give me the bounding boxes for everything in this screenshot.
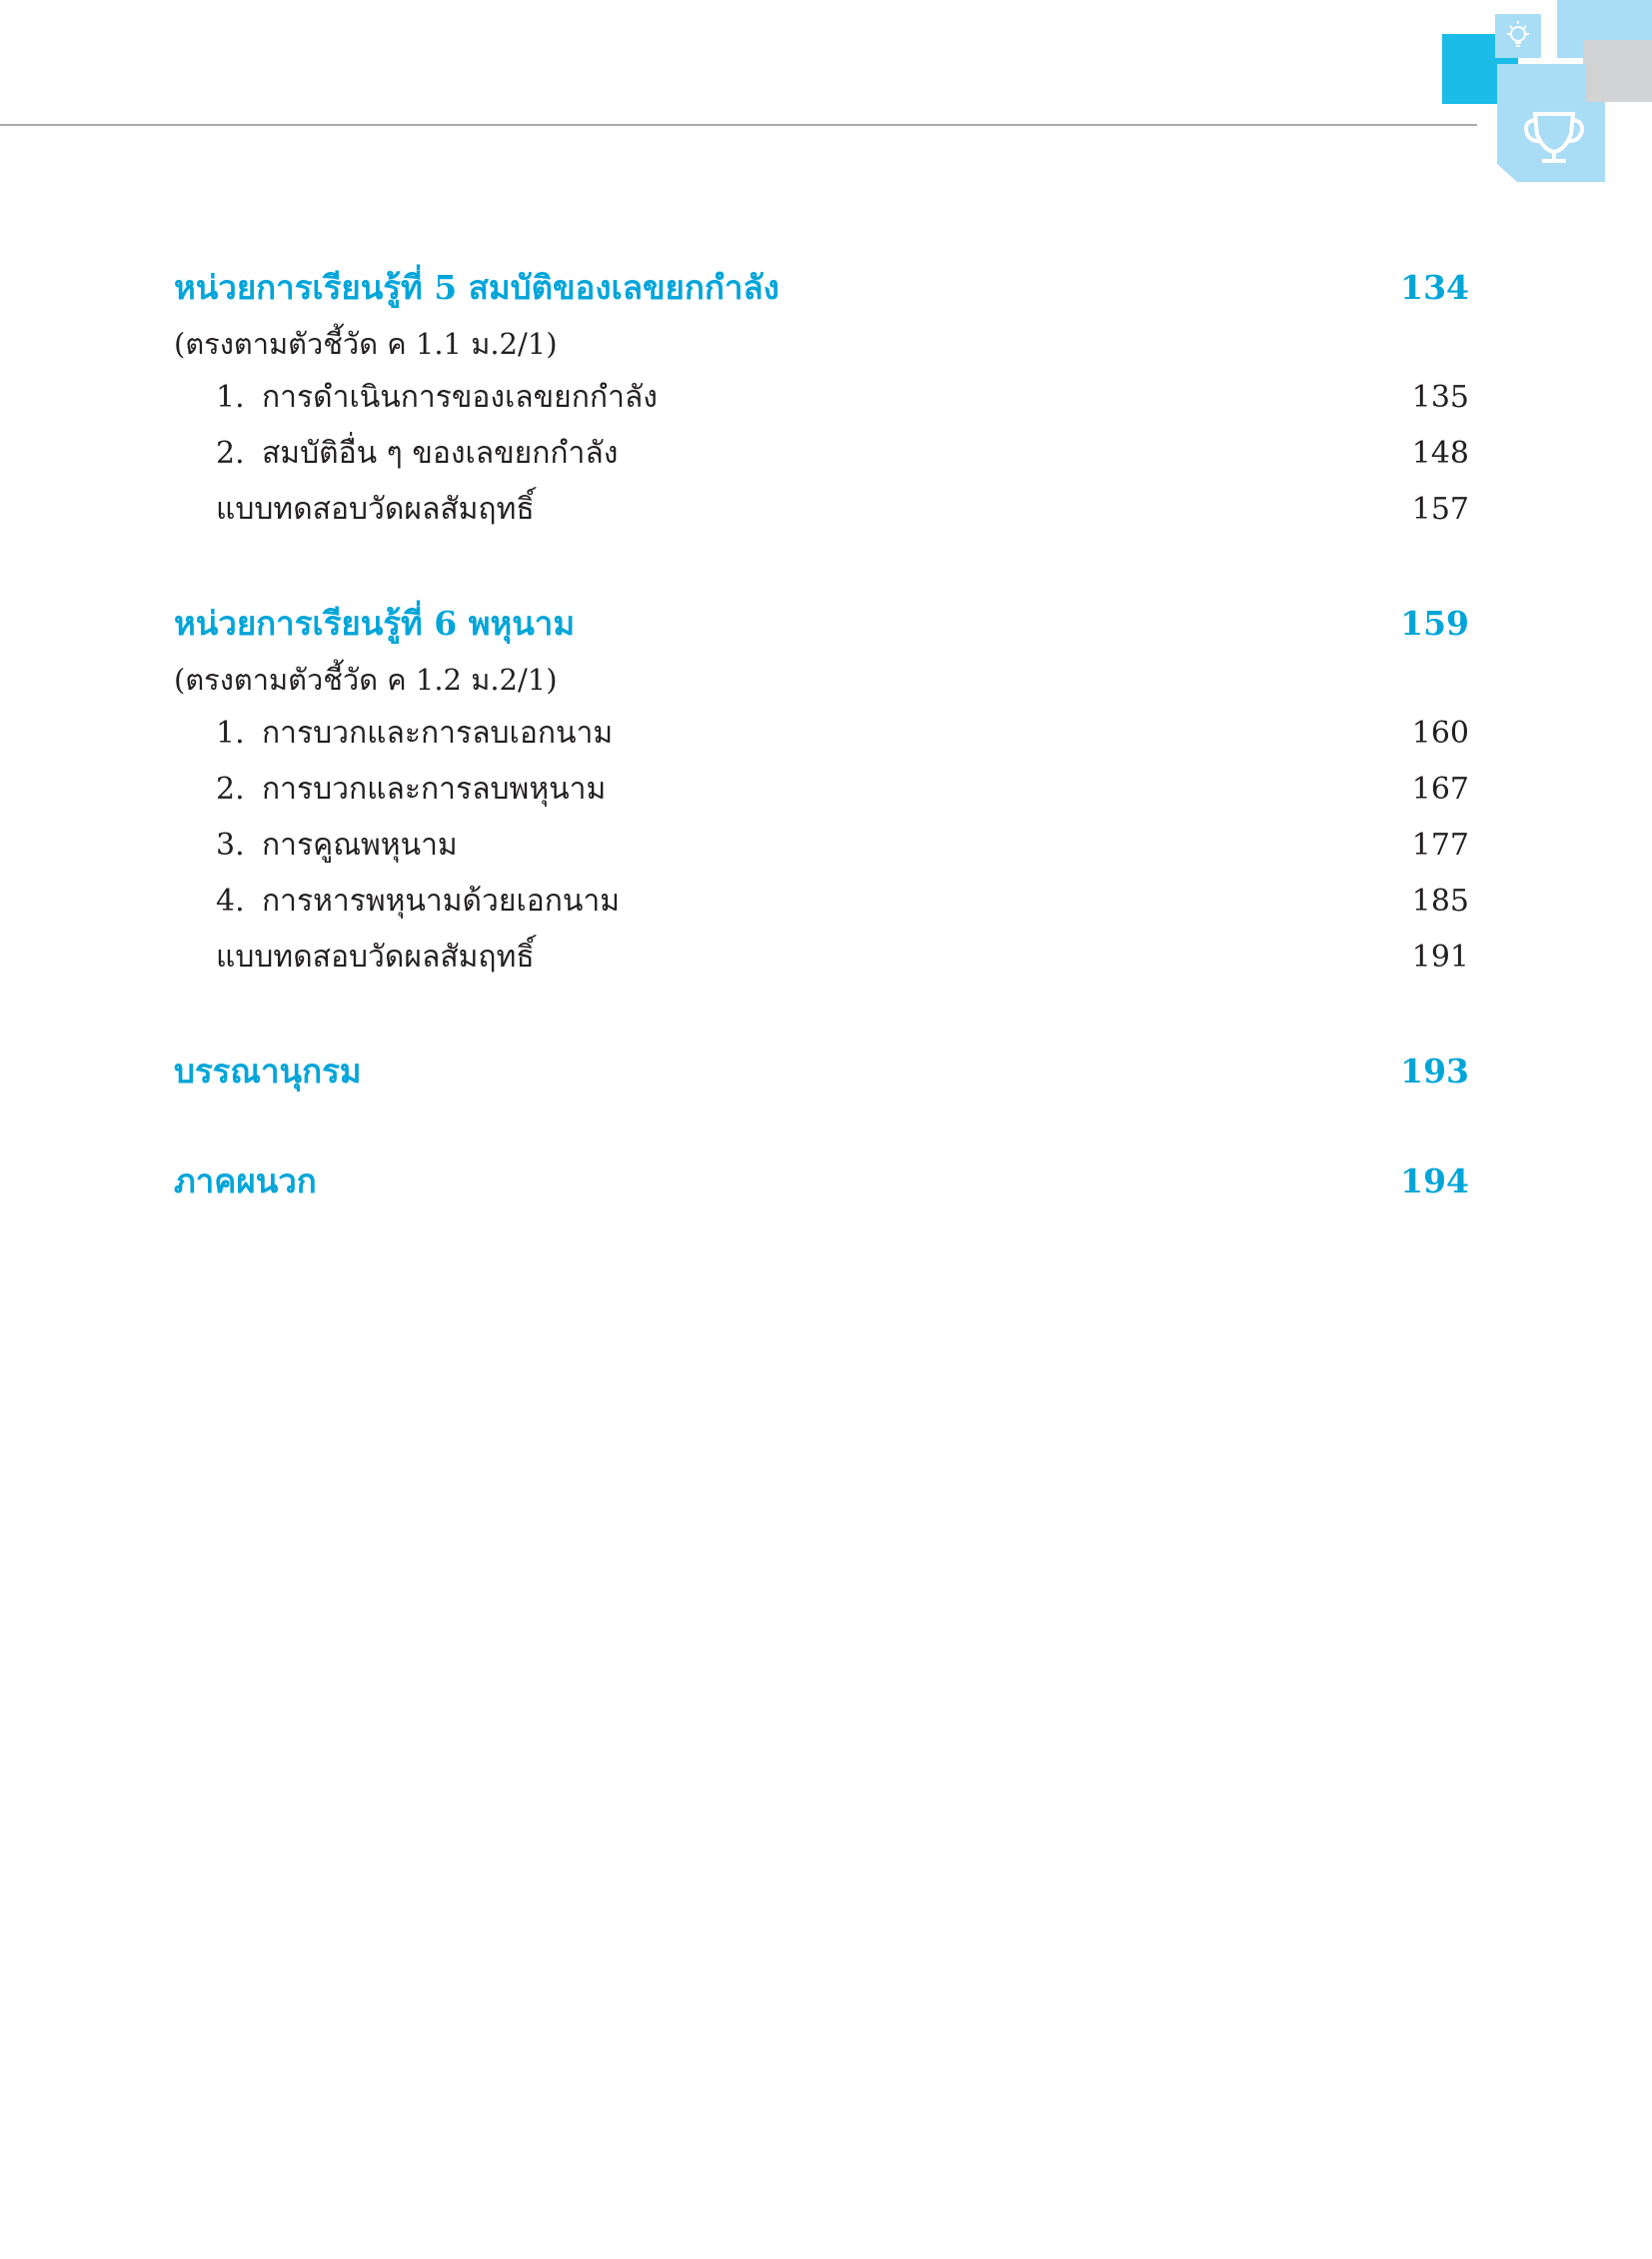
entry-label: แบบทดสอบวัดผลสัมฤทธิ์: [216, 492, 535, 527]
entry-label: การบวกและการลบเอกนาม: [262, 716, 614, 751]
entry-label: การหารพหุนามด้วยเอกนาม: [262, 884, 621, 919]
spacer: [174, 538, 1469, 594]
entry-page: 157: [1411, 492, 1469, 527]
spacer: [174, 1102, 1469, 1151]
entry-number: 2.: [216, 436, 245, 471]
table-of-contents: [174, 258, 1469, 1211]
entry-page: 167: [1411, 772, 1469, 807]
entry-page: 177: [1411, 828, 1469, 863]
entry-label: การคูณพหุนาม: [262, 828, 458, 863]
spacer: [174, 986, 1469, 1042]
toc-entry[interactable]: [174, 426, 1469, 482]
entry-label: แบบทดสอบวัดผลสัมฤทธิ์: [216, 940, 535, 975]
entry-page: 148: [1411, 436, 1469, 471]
appendix-title: ภาคผนวก: [174, 1161, 317, 1200]
toc-entry[interactable]: [174, 874, 1469, 930]
entry-number: 1.: [216, 716, 245, 751]
entry-number: 3.: [216, 828, 245, 863]
entry-label-wrap: [216, 762, 606, 818]
unit6-indicator: (ตรงตามตัวชี้วัด ค 1.2 ม.2/1): [174, 663, 558, 697]
appendix-page: 194: [1400, 1161, 1469, 1200]
entry-label-wrap: [216, 426, 618, 482]
corner-lightbulb-tile: [1495, 14, 1541, 58]
entry-number: 4.: [216, 884, 245, 919]
unit5-title: หน่วยการเรียนรู้ที่ 5 สมบัติของเลขยกกำลัง: [174, 268, 780, 307]
entry-label-wrap: [216, 818, 458, 874]
corner-decoration: [1439, 0, 1652, 190]
unit5-page: 134: [1400, 268, 1469, 307]
corner-gray-block: [1583, 40, 1652, 102]
header-rule: [0, 124, 1477, 126]
entry-page: 191: [1411, 940, 1469, 975]
entry-label-wrap: [216, 370, 658, 426]
entry-number: 1.: [216, 380, 245, 415]
toc-entry-test[interactable]: [174, 482, 1469, 538]
entry-label: การดำเนินการของเลขยกกำลัง: [262, 380, 658, 415]
toc-entry-test[interactable]: [174, 930, 1469, 986]
entry-label: การบวกและการลบพหุนาม: [262, 772, 607, 807]
unit6-page: 159: [1400, 604, 1469, 643]
entry-page: 135: [1411, 380, 1469, 415]
bibliography-title: บรรณานุกรม: [174, 1052, 362, 1091]
entry-page: 185: [1411, 884, 1469, 919]
toc-entry[interactable]: [174, 818, 1469, 874]
unit6-title: หน่วยการเรียนรู้ที่ 6 พหุนาม: [174, 604, 576, 643]
unit5-indicator: (ตรงตามตัวชี้วัด ค 1.1 ม.2/1): [174, 327, 558, 361]
bibliography-heading[interactable]: [174, 1042, 1469, 1102]
appendix-heading[interactable]: [174, 1151, 1469, 1211]
toc-entry[interactable]: [174, 706, 1469, 762]
entry-page: 160: [1411, 716, 1469, 751]
unit5-heading[interactable]: [174, 258, 1469, 318]
entry-label: สมบัติอื่น ๆ ของเลขยกกำลัง: [262, 436, 619, 471]
entry-label-wrap: [216, 706, 613, 762]
entry-label-wrap: [216, 874, 620, 930]
unit6-heading[interactable]: [174, 594, 1469, 654]
toc-entry[interactable]: [174, 762, 1469, 818]
entry-number: 2.: [216, 772, 245, 807]
toc-entry[interactable]: [174, 370, 1469, 426]
bibliography-page: 193: [1400, 1052, 1469, 1091]
